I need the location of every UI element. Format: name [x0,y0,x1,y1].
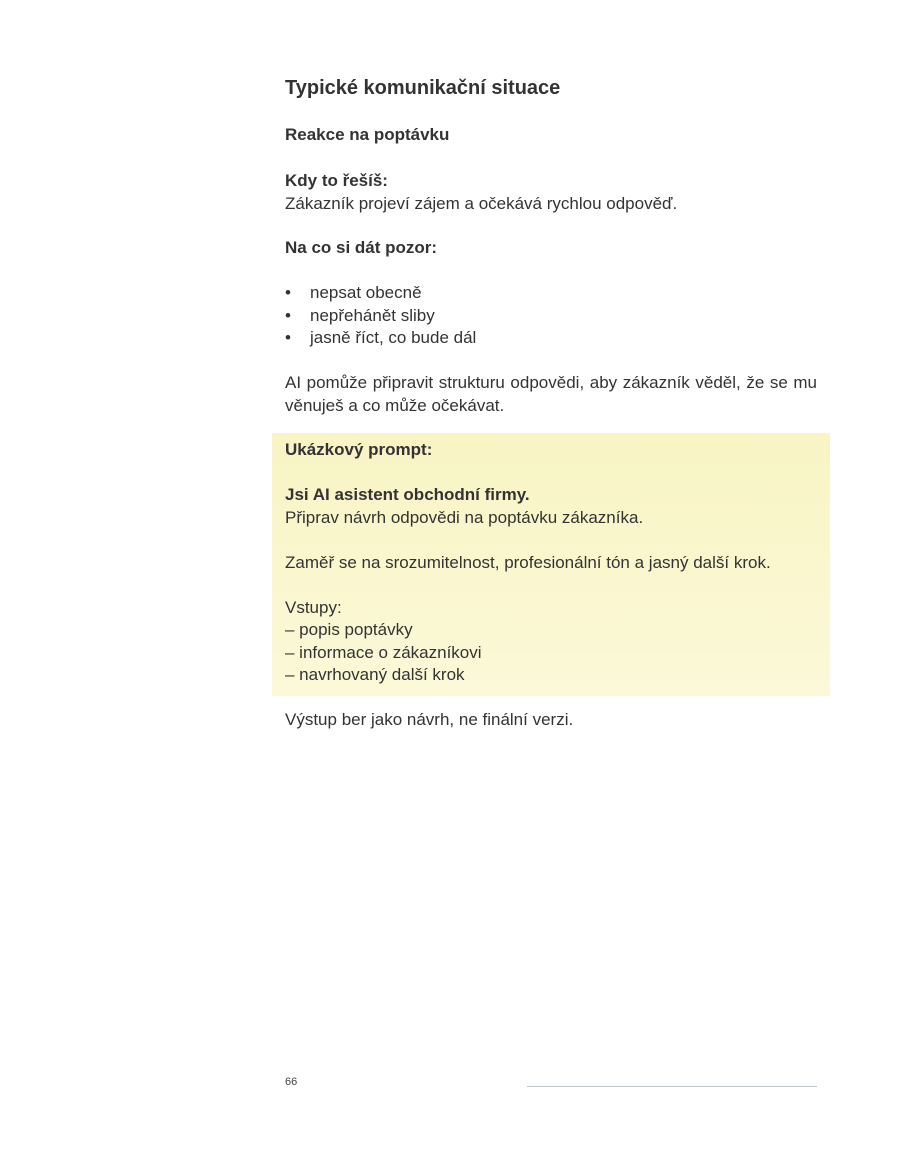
prompt-box [272,433,830,696]
section-subtitle: Reakce na poptávku [285,125,450,144]
prompt-inputs-label: Vstupy: [285,597,342,617]
prompt-content [285,439,817,687]
prompt-input-item: – popis poptávky [285,620,413,639]
page-number: 66 [285,1076,298,1088]
prompt-input-item: – informace o zákazníkovi [285,642,482,662]
watch-out-list [285,282,817,350]
closing-text: Výstup ber jako návrh, ne finální verzi. [285,710,574,729]
prompt-task: Připrav návrh odpovědi na poptávku zákazníka. [285,507,644,527]
watch-out-label: Na co si dát pozor: [285,238,438,257]
bullet-icon: • [285,305,291,325]
page-title: Typické komunikační situace [285,77,561,99]
prompt-label: Ukázkový prompt: [285,440,433,459]
list-item-text: nepsat obecně [310,283,422,302]
prompt-input-item: – navrhovaný další krok [285,665,465,684]
list-item-text: nepřehánět sliby [310,305,435,325]
list-item-text: jasně říct, co bude dál [310,328,477,347]
list-item [285,327,817,350]
watch-out-list-wrapper [285,282,817,350]
bullet-icon: • [285,328,291,347]
when-label: Kdy to řešíš: [285,171,388,190]
list-item [285,305,817,328]
ai-paragraph: AI pomůže připravit strukturu odpovědi, aby zákazník věděl, že se mu věnuješ a co může očekávat. [285,373,817,415]
when-section [285,170,817,215]
bullet-icon: • [285,283,291,302]
prompt-focus: Zaměř se na srozumitelnost, profesionální tón a jasný další krok. [285,552,771,572]
prompt-role: Jsi AI asistent obchodní firmy. [285,485,530,504]
footer-divider [527,1086,817,1087]
list-item [285,282,817,305]
when-text: Zákazník projeví zájem a očekává rychlou odpověď. [285,193,678,213]
